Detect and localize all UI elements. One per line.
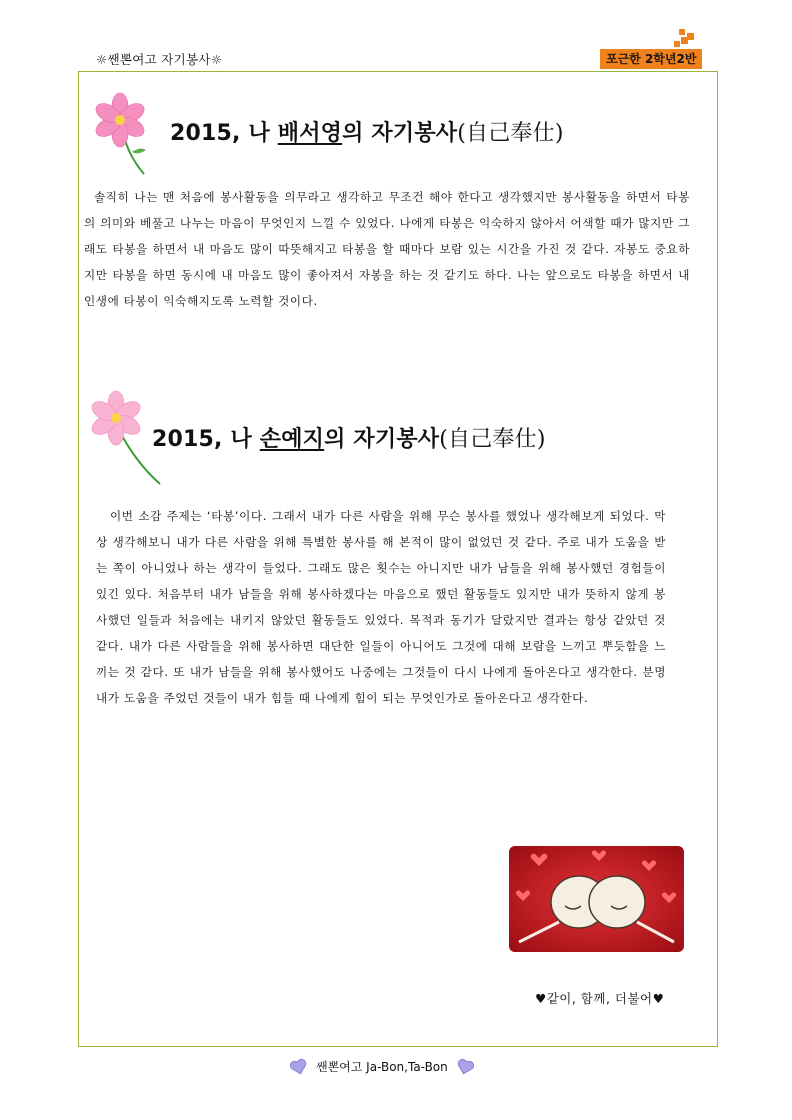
caption: ♥같이, 함께, 더불어♥ (535, 991, 665, 1006)
section-2-body: 이번 소감 주제는 ‘타봉’이다. 그래서 내가 다른 사람을 위해 무슨 봉사를 했었나 생각해보게 되었다. 막상 생각해보니 내가 다른 사람을 위해 특별한 봉사를 해 본적이 많이 없었던 것 같다. 주로 내가 도움을 받는 쪽이 아니었나 하는 생각이 들었다. 그래도 많은 횟수는 아니지만 내가 남들을 위해 봉사했던 경험들이 있긴 있다. 처음부터 내가 남들을 위해 봉사하겠다는 마음으로 했던 활동들도 있지만 내가 뜻하지 않게 봉사했던 일들과 처음에는 내키지 않았던 활동들도 있었다. 목적과 동기가 달랐지만 결과는 항상 같았던 것 같다. 내가 다른 사람들을 위해 봉사하면 대단한 일들이 아니어도 그것에 대해 보람을 느끼고 뿌듯함을 느끼는 것 같다. 또 내가 남들을 위해 봉사했어도 나중에는 그것들이 다시 나에게 돌아온다고 생각한다. 분명 내가 도움을 주었던 것들이 내가 힘들 때 나에게 힘이 되는 무엇인가로 돌아온다고 생각한다. (96, 509, 666, 705)
title-hanja: (自己奉仕) (439, 427, 546, 452)
section-2-title (152, 422, 546, 453)
friends-hug-illustration (509, 846, 684, 952)
title-hanja: (自己奉仕) (457, 121, 564, 146)
title-prefix: 2015, 나 (170, 121, 278, 146)
header-left-text: ☼쌘뽄여고 자기봉사☼ (96, 52, 223, 67)
footer (290, 1058, 474, 1075)
title-prefix: 2015, 나 (152, 427, 260, 452)
title-name: 배서영 (277, 121, 343, 146)
section-1-title (170, 116, 564, 147)
orange-cross-icon (672, 29, 698, 51)
title-name: 손예지 (259, 427, 325, 452)
header-badge: 포근한 2학년2반 (600, 49, 702, 69)
section-1-body: 솔직히 나는 맨 처음에 봉사활동을 의무라고 생각하고 무조건 해야 한다고 생각했지만 봉사활동을 하면서 타봉의 의미와 베풀고 나누는 마음이 무엇인지 느낄 수 있었다. 나에게 타봉은 익숙하지 않아서 어색할 때가 많지만 그래도 타봉을 하면서 내 마음도 많이 따뜻해지고 타봉을 할 때마다 보람 있는 시간을 가진 것 같다. 자봉도 중요하지만 타봉을 하면 동시에 내 마음도 많이 좋아져서 자봉을 하는 것 같기도 하다. 나는 앞으로도 타봉을 하면서 내 인생에 타봉이 익숙해지도록 노력할 것이다. (84, 190, 690, 308)
title-suffix: 의 자기봉사 (324, 427, 440, 452)
cosmos-flower-icon (88, 86, 152, 178)
heart-icon (290, 1059, 308, 1075)
title-suffix: 의 자기봉사 (342, 121, 458, 146)
heart-icon (456, 1059, 474, 1075)
footer-text: 쌘뽄여고 Ja-Bon,Ta-Bon (316, 1060, 448, 1074)
